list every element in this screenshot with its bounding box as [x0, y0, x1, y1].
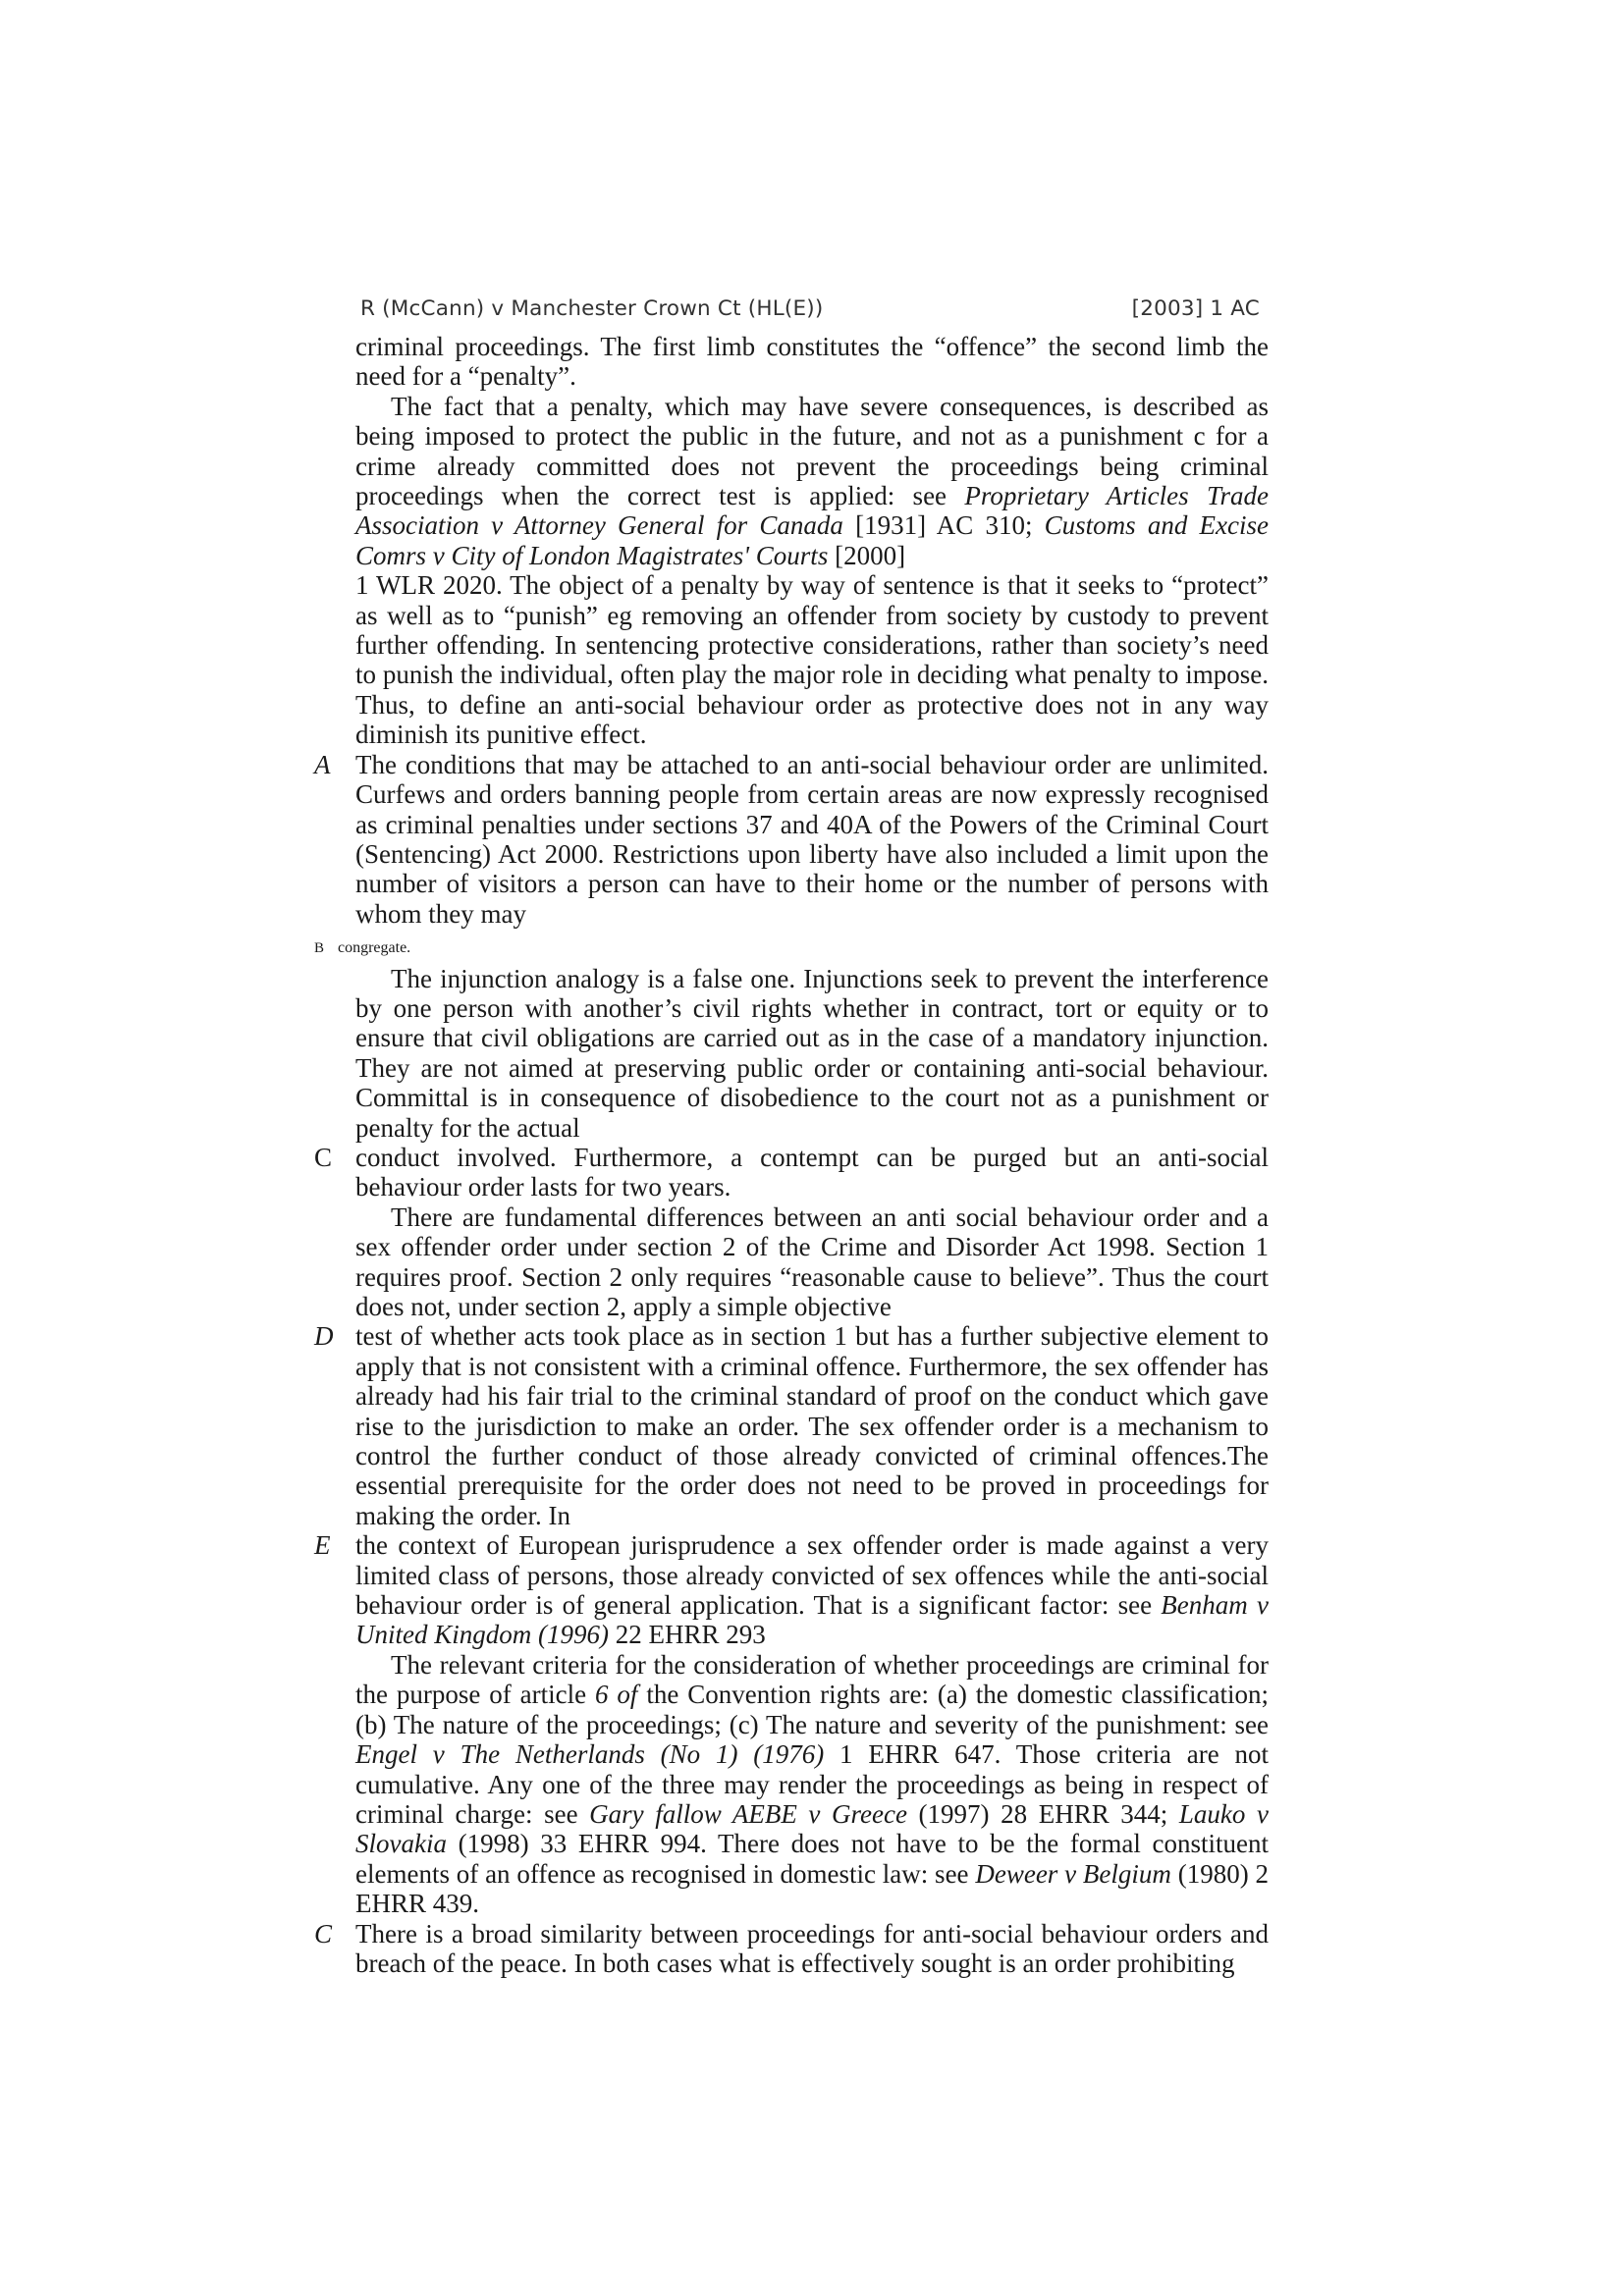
paragraph-text: (1980) 2 EHRR 439. [355, 1858, 1269, 1919]
margin-letter: E [314, 1530, 331, 1561]
paragraph [355, 392, 1269, 570]
paragraph-text: the context of European jurisprudence a sex offender order is made against a very limited class of persons, those already convicted of sex offences while the anti-social behaviour order is of general application. That is a significant factor: see [355, 1530, 1269, 1621]
case-name: Benham v United Kingdom (1996) [355, 1590, 1269, 1650]
paragraph-text: the Convention rights are: (a) the domestic classification; (b) The nature of the proceedings; (c) The nature and severity of the punishment: see [355, 1680, 1269, 1739]
margin-letter: C [314, 1918, 333, 1949]
paragraph [314, 1918, 1269, 1979]
paragraph [314, 1321, 1269, 1530]
margin-letter: C [314, 1142, 333, 1172]
paragraph-text: test of whether acts took place as in section 1 but has a further subjective element to apply that is not consistent with a criminal offence. Furthermore, the sex offender has already had his fair trial to the criminal standard of proof on the conduct which gave rise to the jurisdiction to make an order. The sex offender order is a mechanism to control the further conduct of those already convicted of criminal offences.The essential prerequisite for the order does not need to be proved in proceedings for making the order. In [355, 1321, 1269, 1530]
paragraph-text: criminal proceedings. The first limb constitutes the “offence” the second limb the need for a “penalty”. [355, 332, 1269, 392]
paragraph-text: There are fundamental differences between an anti social behaviour order and a sex offender order under section 2 of the Crime and Disorder Act 1998. Section 1 requires proof. Section 2 only requires “reasonable cause to believe”. Thus the court does not, under section 2, apply a simple objective [355, 1201, 1269, 1321]
paragraph [355, 964, 1269, 1143]
case-name: Gary fallow AEBE v Greece [589, 1798, 907, 1829]
paragraph [355, 332, 1269, 392]
margin-letter: B [314, 940, 325, 957]
case-name: Proprietary Articles Trade Association v Attorney General for Canada [355, 481, 1269, 541]
running-header [360, 296, 1260, 321]
paragraph-text: (1998) 33 EHRR 994. There does not have to be the formal constituent elements of an offence as recognised in domestic law: see [355, 1829, 1269, 1889]
paragraph [314, 749, 1269, 929]
paragraph [314, 1530, 1269, 1650]
citation: [2003] 1 AC [1131, 296, 1260, 321]
paragraph-text: 22 EHRR 293 [608, 1620, 766, 1650]
paragraph-text: 1 WLR 2020. The object of a penalty by way of sentence is that it seeks to “protect” as well as to “punish” eg removing an offender from society by custody to prevent further offending. In sentencing protective considerations, rather than society’s need to punish the individual, often play the major role in deciding what penalty to impose. Thus, to define an anti-social behaviour order as protective does not in any way diminish its punitive effect. [355, 570, 1269, 750]
case-name: Deweer v Belgium [975, 1858, 1171, 1889]
paragraph-text: The conditions that may be attached to an anti-social behaviour order are unlimited. Curfews and orders banning people from certain areas are now expressly recognised as criminal penalties under sections 37 and 40A of the Powers of the Criminal Court (Sentencing) Act 2000. Restrictions upon liberty have also included a limit upon the number of visitors a person can have to their home or the number of persons with whom they may [355, 749, 1269, 929]
paragraph-text: The relevant criteria for the consideration of whether proceedings are criminal for the purpose of article [355, 1649, 1269, 1710]
paragraph-text: (1997) 28 EHRR 344; [906, 1798, 1179, 1829]
case-name: Engel v The Netherlands (No 1) (1976) [355, 1739, 825, 1770]
paragraph-text: [1931] AC 310; [842, 510, 1045, 541]
case-name: Customs and Excise Comrs v City of London Magistrates' Courts [355, 510, 1269, 570]
body-text [314, 332, 1269, 1978]
paragraph-text: conduct involved. Furthermore, a contempt can be purged but an anti-social behaviour order lasts for two years. [355, 1142, 1269, 1202]
case-title: R (McCann) v Manchester Crown Ct (HL(E)) [360, 296, 824, 321]
paragraph [355, 1202, 1269, 1322]
article-ref: 6 of [595, 1680, 638, 1710]
paragraph-text: The fact that a penalty, which may have severe consequences, is described as being imposed to protect the public in the future, and not as a punishment c for a crime already committed does not prevent the proceedings being criminal proceedings when the correct test is applied: see [355, 391, 1269, 511]
paragraph [355, 570, 1269, 749]
paragraph [355, 1650, 1269, 1919]
paragraph-text: congregate. [338, 939, 411, 957]
paragraph-text: The injunction analogy is a false one. Injunctions seek to prevent the interference by one person with another’s civil rights whether in contract, tort or equity or to ensure that civil obligations are carried out as in the case of a mandatory injunction. They are not aimed at preserving public order or containing anti-social behaviour. Committal is in consequence of disobedience to the court not as a punishment or penalty for the actual [355, 963, 1269, 1143]
paragraph-text: 1 EHRR 647. Those criteria are not cumulative. Any one of the three may render the proceedings as being in respect of criminal charge: see [355, 1739, 1269, 1829]
margin-letter: A [314, 749, 331, 779]
paragraph-text: There is a broad similarity between proceedings for anti-social behaviour orders and breach of the peace. In both cases what is effectively sought is an order prohibiting [355, 1918, 1269, 1978]
paragraph-text: [2000] [828, 540, 906, 570]
paragraph [314, 929, 1269, 963]
paragraph [314, 1142, 1269, 1202]
margin-letter: D [314, 1321, 334, 1352]
case-name: Lauko v Slovakia [355, 1798, 1269, 1859]
